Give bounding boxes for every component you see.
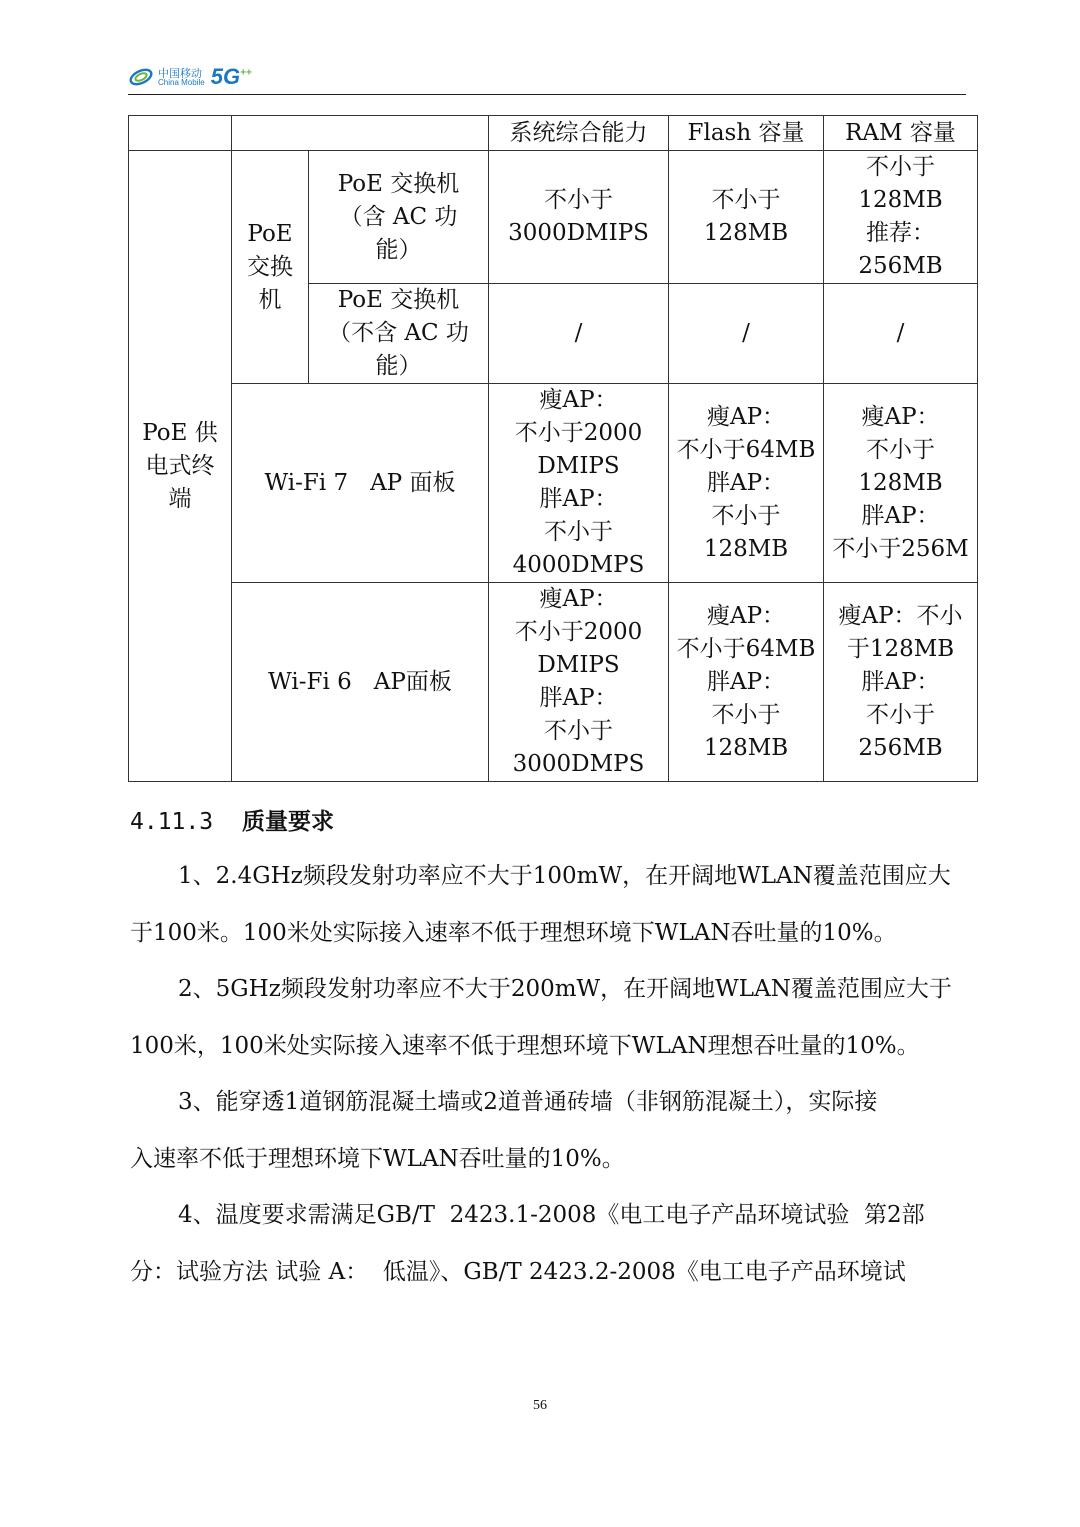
- table-row: [129, 151, 978, 284]
- row-label-wifi6-panel: Wi-Fi 6 AP面板: [232, 583, 489, 782]
- paragraph-2: 2、5GHz频段发射功率应不大于200mW，在开阔地WLAN覆盖范围应大于 100米，100米处实际接入速率不低于理想环境下WLAN理想吞吐量的10%。: [130, 976, 952, 1059]
- group-poe-switch: PoE 交换 机: [232, 151, 309, 384]
- page-number: 56: [533, 1398, 547, 1413]
- paragraph-1: 1、2.4GHz频段发射功率应不大于100mW，在开阔地WLAN覆盖范围应大 于100米。100米处实际接入速率不低于理想环境下WLAN吞吐量的10%。: [130, 863, 951, 946]
- switch-ac-flash: 不小于 128MB: [669, 151, 824, 284]
- wifi6-ram: 瘦AP：不小 于128MB 胖AP： 不小于 256MB: [824, 583, 978, 782]
- section-heading: [130, 803, 334, 836]
- switch-ac-ram: 不小于 128MB 推荐： 256MB: [824, 151, 978, 284]
- header-empty-cell: [232, 116, 489, 151]
- logo-5g-mark: 5G++: [210, 64, 252, 89]
- header-divider: [128, 94, 966, 95]
- wifi7-ram: 瘦AP： 不小于 128MB 胖AP： 不小于256M: [824, 384, 978, 583]
- china-mobile-swirl-icon: [128, 65, 154, 89]
- switch-noac-system-capability: /: [489, 284, 669, 384]
- logo-chinese-name: 中国移动: [158, 66, 202, 80]
- wifi7-system-capability: 瘦AP： 不小于2000 DMIPS 胖AP： 不小于 4000DMPS: [489, 384, 669, 583]
- spec-table: [128, 115, 978, 782]
- paragraph-3: 3、能穿透1道钢筋混凝土墙或2道普通砖墙（非钢筋混凝土），实际接 入速率不低于理想环境下WLAN吞吐量的10%。: [130, 1089, 878, 1172]
- section-number: 4.11.3: [130, 809, 214, 835]
- paragraph-4: 4、温度要求需满足GB/T 2423.1-2008《电工电子产品环境试验 第2部 分：试验方法 试验 A： 低温》、GB/T 2423.2-2008《电工电子产品环境试: [130, 1202, 925, 1285]
- wifi6-flash: 瘦AP： 不小于64MB 胖AP： 不小于 128MB: [669, 583, 824, 782]
- wifi7-flash: 瘦AP： 不小于64MB 胖AP： 不小于 128MB: [669, 384, 824, 583]
- switch-ac-system-capability: 不小于 3000DMIPS: [489, 151, 669, 284]
- row-label-switch-without-ac: PoE 交换机 （不含 AC 功 能）: [309, 284, 489, 384]
- switch-noac-ram: /: [824, 284, 978, 384]
- row-label-switch-with-ac: PoE 交换机 （含 AC 功 能）: [309, 151, 489, 284]
- switch-noac-flash: /: [669, 284, 824, 384]
- wifi6-system-capability: 瘦AP： 不小于2000 DMIPS 胖AP： 不小于 3000DMPS: [489, 583, 669, 782]
- header-empty-cell: [129, 116, 232, 151]
- table-header-row: [129, 116, 978, 151]
- header-system-capability: 系统综合能力: [489, 116, 669, 151]
- table-row: [129, 583, 978, 782]
- table-row: [129, 384, 978, 583]
- page-header: [128, 60, 966, 96]
- row-label-wifi7-panel: Wi-Fi 7 AP 面板: [232, 384, 489, 583]
- section-title: 质量要求: [242, 808, 334, 835]
- logo-english-name: China Mobile: [158, 77, 205, 87]
- header-ram-capacity: RAM 容量: [824, 116, 978, 151]
- header-flash-capacity: Flash 容量: [669, 116, 824, 151]
- china-mobile-logo: [128, 60, 252, 94]
- group-poe-terminal: PoE 供 电式终 端: [129, 151, 232, 782]
